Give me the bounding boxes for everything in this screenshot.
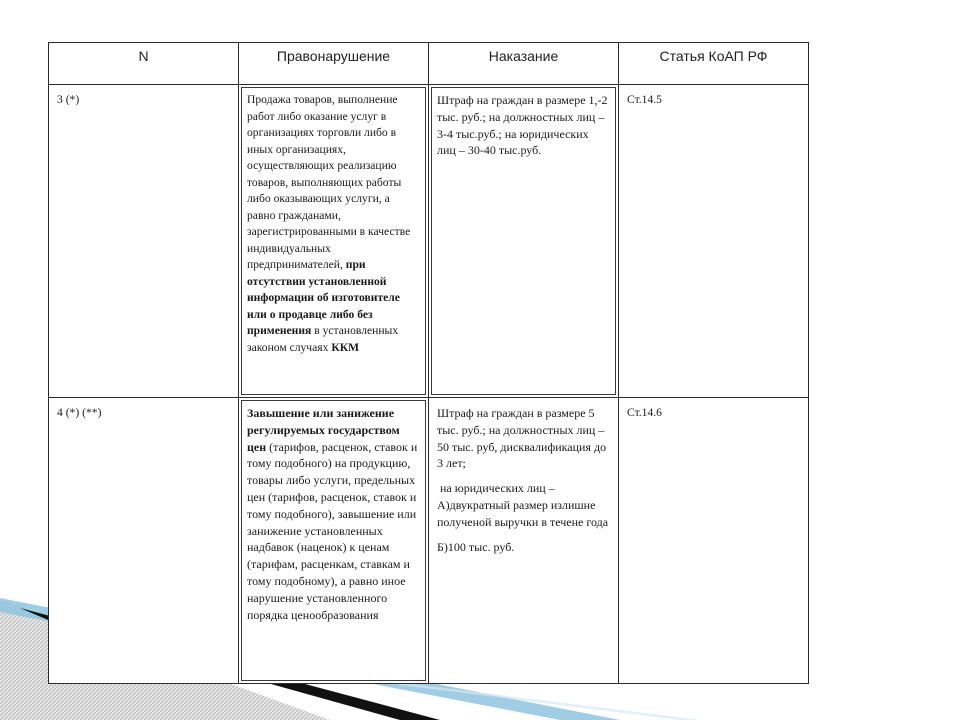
table-row xyxy=(49,85,809,398)
header-n: N xyxy=(49,43,239,85)
table-row xyxy=(49,398,809,684)
header-article: Статья КоАП РФ xyxy=(619,43,809,85)
article-ref: Ст.14.6 xyxy=(627,406,662,419)
header-offense: Правонарушение xyxy=(239,43,429,85)
cell-penalty xyxy=(429,398,619,684)
penalty-text: Штраф на граждан в размере 5 тыс. руб.; на должностных лиц – 50 тыс. руб, дисквалификация до 3 лет; на юридических лиц – А)двукратный размер излишне полученой выручки в течене года Б)100 тыс. руб. xyxy=(437,406,609,554)
cell-n xyxy=(49,85,239,398)
cell-article xyxy=(619,398,809,684)
table-header-row xyxy=(49,43,809,85)
penalty-text: Штраф на граждан в размере 1,-2 тыс. руб.; на должностных лиц – 3-4 тыс.руб.; на юридических лиц – 30-40 тыс.руб. xyxy=(431,87,616,395)
offense-text: Продажа товаров, выполнение работ либо оказание услуг в организациях торговли либо в иных организациях, осуществляющих реализацию товаров, выполняющих работы либо оказывающих услуги, а равно гражданами, зарегистрированными в качестве индивидуальных предпринимателей, при отсутствии установленной информации об изготовителе или о продавце либо без применения в установленных законом случаях ККМ xyxy=(241,87,426,395)
header-penalty: Наказание xyxy=(429,43,619,85)
article-ref: Ст.14.5 xyxy=(627,93,662,106)
offense-text: Завышение или занижение регулируемых государством цен (тарифов, расценок, ставок и тому подобного) на продукцию, товары либо услуги, предельных цен (тарифов, расценок, ставок и тому подобного), завышение или занижение установленных надбавок (наценок) к ценам (тарифам, расценкам, ставкам и тому подобному), а равно иное нарушение установленного порядка ценообразования xyxy=(241,400,426,681)
violations-table xyxy=(48,42,809,684)
cell-article xyxy=(619,85,809,398)
cell-offense xyxy=(239,85,429,398)
cell-n xyxy=(49,398,239,684)
row-number: 3 (*) xyxy=(57,93,80,106)
row-number: 4 (*) (**) xyxy=(57,406,102,419)
cell-offense xyxy=(239,398,429,684)
cell-penalty xyxy=(429,85,619,398)
